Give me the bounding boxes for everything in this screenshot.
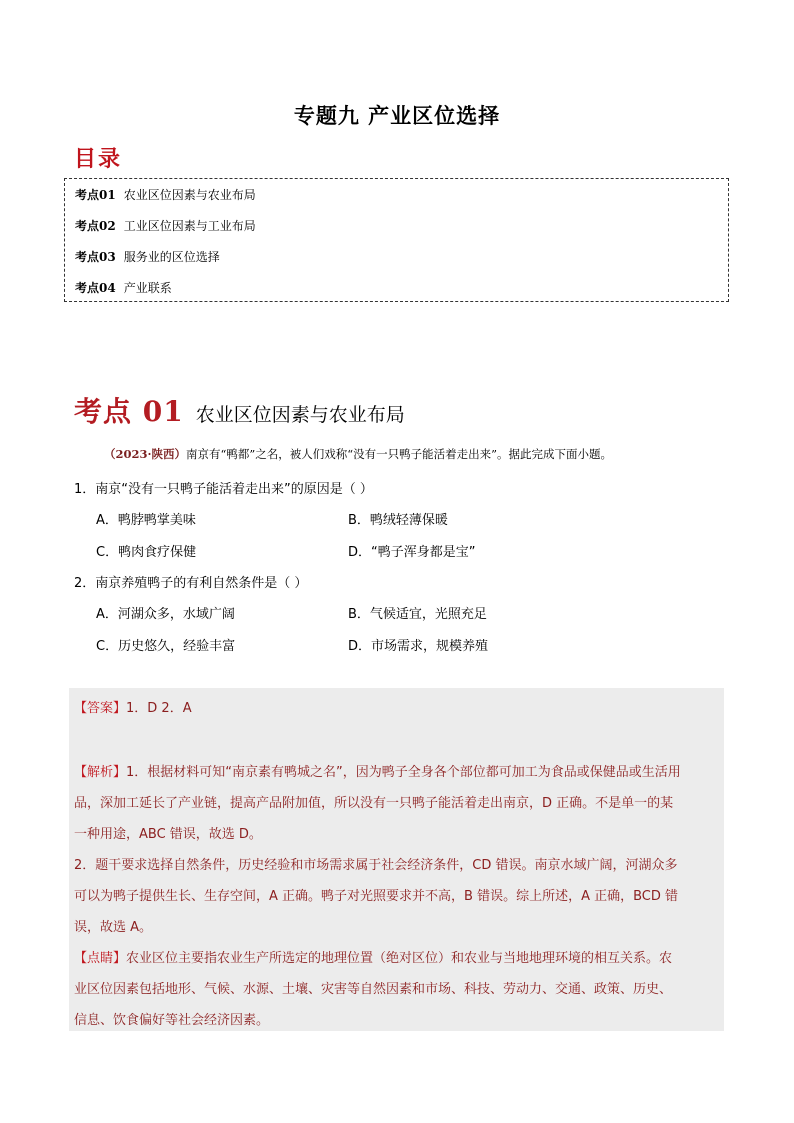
option-b[interactable]: B．鸭绒轻薄保暖 (348, 513, 448, 528)
option-b[interactable]: B．气候适宜，光照充足 (348, 607, 487, 622)
question-stem: 1．南京“没有一只鸭子能活着走出来”的原因是（ ） (74, 482, 373, 497)
toc-item-number: 考点01 (75, 188, 116, 202)
note-line: 信息、饮食偏好等社会经济因素。 (74, 1013, 270, 1028)
toc-item-number: 考点04 (75, 281, 116, 295)
answer-tag: 【答案】 (74, 701, 127, 716)
option-c[interactable]: C．鸭肉食疗保健 (96, 545, 197, 560)
toc-item-label: 农业区位因素与农业布局 (123, 188, 256, 202)
analysis-text: 1．根据材料可知“南京素有鸭城之名”，因为鸭子全身各个部位都可加工为食品或保健品或生活用 (126, 765, 681, 780)
page-title: 专题九 产业区位选择 (293, 104, 501, 128)
note-line: 业区位因素包括地形、气候、水源、土壤、灾害等自然因素和市场、科技、劳动力、交通、政策、历史、 (74, 982, 673, 997)
toc-item[interactable] (75, 279, 172, 296)
answer-text: 1．D 2．A (126, 701, 192, 716)
intro-text: 南京有“鸭都”之名，被人们戏称“没有一只鸭子能活着走出来”。据此完成下面小题。 (186, 447, 613, 461)
answer-line (74, 697, 192, 716)
question-intro (104, 446, 612, 462)
toc-item[interactable] (75, 186, 256, 203)
toc-item-label: 工业区位因素与工业布局 (123, 219, 256, 233)
analysis-tag: 【解析】 (74, 765, 127, 780)
option-d[interactable]: D．市场需求，规模养殖 (348, 639, 489, 654)
analysis-line: 品，深加工延长了产业链，提高产品附加值，所以没有一只鸭子能活着走出南京，D 正确。不是单一的某 (74, 796, 674, 811)
option-c[interactable]: C．历史悠久，经验丰富 (96, 639, 236, 654)
analysis-line: 误，故选 A。 (74, 920, 153, 935)
toc-item[interactable] (75, 217, 256, 234)
analysis-line (74, 761, 681, 780)
option-d[interactable]: D．“鸭子浑身都是宝” (348, 545, 476, 560)
analysis-line: 一种用途，ABC 错误，故选 D。 (74, 827, 262, 842)
analysis-line: 2．题干要求选择自然条件，历史经验和市场需求属于社会经济条件，CD 错误。南京水域广阔，河湖众多 (74, 858, 678, 873)
section-header (74, 390, 405, 430)
toc-item-label: 产业联系 (123, 281, 172, 295)
analysis-line: 可以为鸭子提供生长、生存空间，A 正确。鸭子对光照要求并不高，B 错误。综上所述，A 正确，BCD 错 (74, 889, 679, 904)
section-title: 农业区位因素与农业布局 (195, 404, 405, 426)
question-stem: 2．南京养殖鸭子的有利自然条件是（ ） (74, 576, 308, 591)
question-source: （2023·陕西） (104, 447, 187, 461)
note-tag: 【点睛】 (74, 951, 127, 966)
table-of-contents (64, 178, 729, 302)
note-text: 农业区位主要指农业生产所选定的地理位置（绝对区位）和农业与当地地理环境的相互关系。农 (126, 951, 673, 966)
note-line (74, 947, 672, 966)
toc-item-number: 考点03 (75, 250, 116, 264)
toc-item-number: 考点02 (75, 219, 116, 233)
option-a[interactable]: A．鸭脖鸭掌美味 (96, 513, 196, 528)
toc-item[interactable] (75, 248, 220, 265)
toc-heading: 目录 (74, 146, 123, 172)
toc-item-label: 服务业的区位选择 (123, 250, 220, 264)
option-a[interactable]: A．河湖众多，水域广阔 (96, 607, 235, 622)
section-number: 考点 01 (74, 395, 184, 428)
